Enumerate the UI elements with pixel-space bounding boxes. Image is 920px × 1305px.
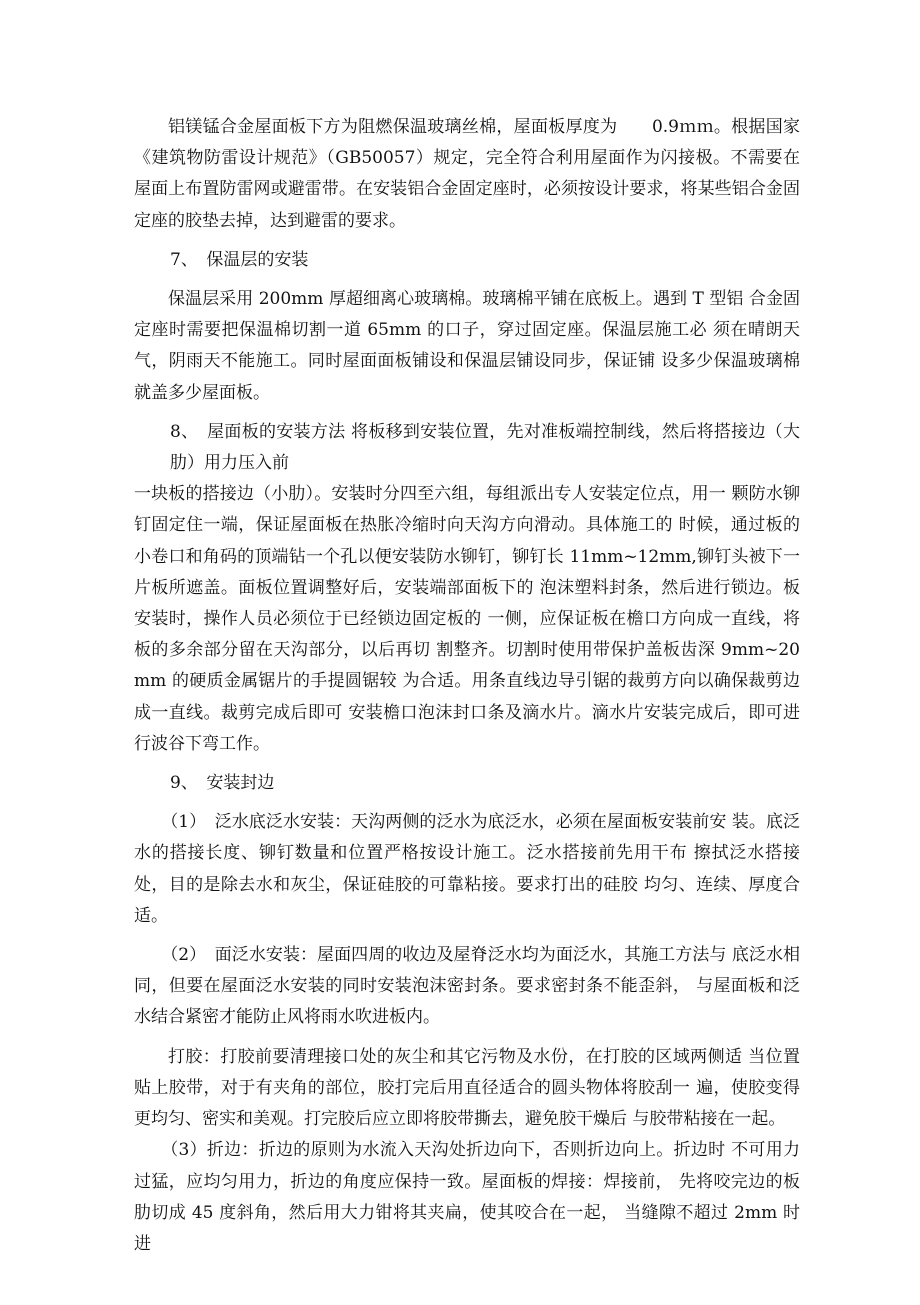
paragraph-insulation-layer: 保温层采用 200mm 厚超细离心玻璃棉。玻璃棉平铺在底板上。遇到 T 型铝 合金固定座时需要把保温棉切割一道 65mm 的口子，穿过固定座。保温层施工必 须在晴朗天气，阴雨天不能施工。同时屋面面板铺设和保温层铺设同步，保证铺 设多少保温玻璃棉就盖多少屋面板。 bbox=[134, 289, 800, 403]
heading-section-9: 9、 安装封边 bbox=[170, 773, 275, 794]
paragraph-lightning-protection: 铝镁锰合金屋面板下方为阻燃保温玻璃丝棉，屋面板厚度为 0.9ｍｍ。根据国家《建筑物防雷设计规范》（GB50057）规定，完全符合利用屋面作为闪接极。不需要在屋面上布置防雷网或避雷带。在安装铝合金固定座时，必须按设计要求，将某些铝合金固定座的胶垫去掉，达到避雷的要求。 bbox=[134, 117, 800, 231]
document-page bbox=[134, 112, 800, 1260]
paragraph-top-flashing: （2） 面泛水安装：屋面四周的收边及屋脊泛水均为面泛水，其施工方法与 底泛水相同，但要在屋面泛水安装的同时安装泡沫密封条。要求密封条不能歪斜， 与屋面板和泛水结合紧密才能防止风将雨水吹进板内。 bbox=[134, 945, 800, 1028]
paragraph-folding-edge: （3）折边：折边的原则为水流入天沟处折边向下，否则折边向上。折边时 不可用力过猛，应均匀用力，折边的角度应保持一致。屋面板的焊接：焊接前， 先将咬完边的板肋切成 45 度斜角，然后用大力钳将其夹扁，使其咬合在一起， 当缝隙不超过 2mm 时进 bbox=[134, 1140, 800, 1254]
paragraph-bottom-flashing: （1） 泛水底泛水安装：天沟两侧的泛水为底泛水，必须在屋面板安装前安 装。底泛水的搭接长度、铆钉数量和位置严格按设计施工。泛水搭接前先用干布 擦拭泛水搭接处，目的是除去水和灰尘，保证硅胶的可靠粘接。要求打出的硅胶 均匀、连续、厚度合适。 bbox=[134, 812, 800, 926]
paragraph-sealant: 打胶：打胶前要清理接口处的灰尘和其它污物及水份，在打胶的区域两侧适 当位置贴上胶带，对于有夹角的部位，胶打完后用直径适合的圆头物体将胶刮一 遍，使胶变得更均匀、密实和美观。打完胶后应立即将胶带撕去，避免胶干燥后 与胶带粘接在一起。 bbox=[134, 1046, 800, 1130]
paragraph-panel-installation: 一块板的搭接边（小肋）。安装时分四至六组，每组派出专人安装定位点，用一 颗防水铆钉固定住一端，保证屋面板在热胀冷缩时向天沟方向滑动。具体施工的 时候，通过板的小卷口和角码的顶端钻一个孔以便安装防水铆钉，铆钉长 11mm~12mm,铆钉头被下一片板所遮盖。面板位置调整好后，安装端部面板下的 泡沫塑料封条，然后进行锁边。板安装时，操作人员必须位于已经锁边固定板的 一侧，应保证板在檐口方向成一直线，将板的多余部分留在天沟部分，以后再切 割整齐。切割时使用带保护盖板齿深 9mm~20mm 的硬质金属锯片的手提圆锯较 为合适。用条直线边导引锯的裁剪方向以确保裁剪边成一直线。裁剪完成后即可 安装檐口泡沫封口条及滴水片。滴水片安装完成后，即可进行波谷下弯工作。 bbox=[134, 484, 800, 754]
heading-section-7: 7、 保温层的安装 bbox=[170, 249, 309, 270]
heading-section-8: 8、 屋面板的安装方法 将板移到安装位置，先对准板端控制线，然后将搭接边（大肋）用力压入前 bbox=[170, 421, 800, 474]
